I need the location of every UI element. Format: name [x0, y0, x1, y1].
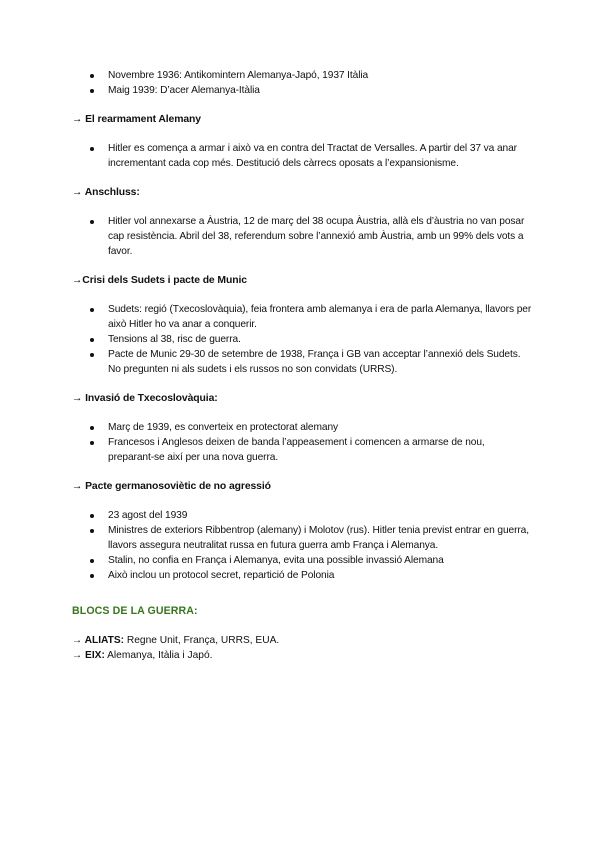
- section-sudets: [72, 273, 532, 377]
- section-heading: → El rearmament Alemany: [72, 114, 201, 125]
- list-item: Stalin, no confia en França i Alemanya, evita una possible invassió Alemana: [72, 553, 532, 568]
- section-blocs: [72, 604, 532, 663]
- list-item: Sudets: regió (Txecoslovàquia), feia frontera amb alemanya i era de parla Alemanya, llavors per això Hitler ho va anar a conquerir.: [72, 302, 532, 332]
- section-heading: → Anschluss:: [72, 187, 140, 198]
- blocks-line-eix: [72, 648, 532, 663]
- blocks-text: Alemanya, Itàlia i Japó.: [104, 650, 213, 661]
- bullet-list: [72, 508, 532, 583]
- list-item: Tensions al 38, risc de guerra.: [72, 332, 532, 347]
- bullet-list: [72, 420, 532, 465]
- blocks-label: → EIX:: [72, 650, 105, 661]
- section-pacte-germanosovietic: [72, 479, 532, 583]
- list-item: Març de 1939, es converteix en protectorat alemany: [72, 420, 532, 435]
- list-item: Això inclou un protocol secret, repartició de Polonia: [72, 568, 532, 583]
- section-txecoslovaquia: [72, 391, 532, 465]
- blocks-label: → ALIATS:: [72, 635, 125, 646]
- blocks-line-aliats: [72, 633, 532, 648]
- list-item: 23 agost del 1939: [72, 508, 532, 523]
- bullet-list: [72, 302, 532, 377]
- section-heading: → Pacte germanosoviètic de no agressió: [72, 481, 271, 492]
- section-anschluss: [72, 185, 532, 259]
- list-item: Novembre 1936: Antikomintern Alemanya-Japó, 1937 Itàlia: [72, 68, 532, 83]
- list-item: Francesos i Anglesos deixen de banda l’appeasement i comencen a armarse de nou, preparant-se així per una nova guerra.: [72, 435, 532, 465]
- intro-bullet-list: [72, 68, 532, 98]
- list-item: Hitler vol annexarse a Àustria, 12 de març del 38 ocupa Àustria, allà els d’àustria no van posar cap resistència. Abril del 38, referendum sobre l’annexió amb Àustria, amb un 99% dels vots a favor.: [72, 214, 532, 259]
- section-rearmament: [72, 112, 532, 171]
- bullet-list: [72, 214, 532, 259]
- document-content: [72, 68, 532, 663]
- bullet-list: [72, 141, 532, 171]
- section-heading: → Invasió de Txecoslovàquia:: [72, 393, 218, 404]
- blocks-title: BLOCS DE LA GUERRA:: [72, 605, 198, 617]
- list-item: Pacte de Munic 29-30 de setembre de 1938, França i GB van acceptar l’annexió dels Sudets. No pregunten ni als sudets i els russos no son convidats (URRS).: [72, 347, 532, 377]
- section-heading: →Crisi dels Sudets i pacte de Munic: [72, 275, 247, 286]
- blocks-text: Regne Unit, França, URRS, EUA.: [124, 635, 280, 646]
- list-item: Maig 1939: D’acer Alemanya-Itàlia: [72, 83, 532, 98]
- list-item: Hitler es comença a armar i això va en contra del Tractat de Versalles. A partir del 37 va anar incrementant cada cop més. Destitució dels càrrecs oposats a l’expansionisme.: [72, 141, 532, 171]
- list-item: Ministres de exteriors Ribbentrop (alemany) i Molotov (rus). Hitler tenia previst entrar en guerra, llavors assegura neutralitat russa en futura guerra amb França i Alemanya.: [72, 523, 532, 553]
